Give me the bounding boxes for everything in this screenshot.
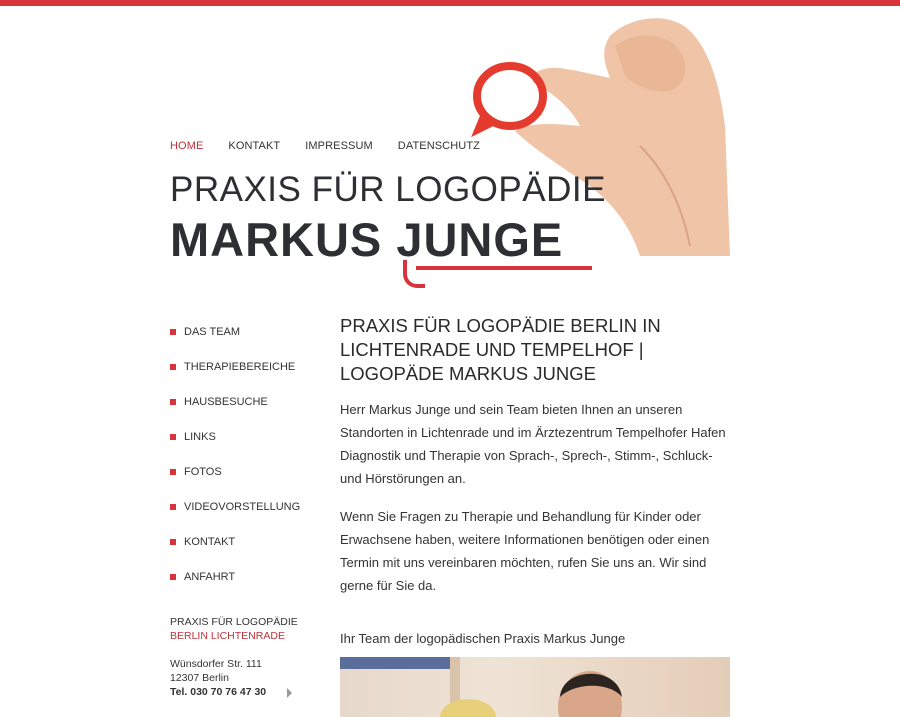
sidebar-item-label: FOTOS [184,466,222,478]
address-block [170,615,330,699]
square-bullet-icon [170,329,176,335]
sidebar-item-links[interactable] [170,423,330,458]
logo-line-1: PRAXIS FÜR LOGOPÄDIE [170,170,606,209]
sidebar-item-label: THERAPIEBEREICHE [184,361,296,373]
sidebar-item-label: ANFAHRT [184,571,236,583]
address-location: BERLIN LICHTENRADE [170,630,285,642]
square-bullet-icon [170,469,176,475]
square-bullet-icon [170,504,176,510]
square-bullet-icon [170,574,176,580]
address-title: PRAXIS FÜR LOGOPÄDIE [170,616,298,628]
side-navigation [170,318,330,598]
contact-paragraph: Wenn Sie Fragen zu Therapie und Behandlung für Kinder oder Erwachsene haben, weitere Informationen benötigen oder einen Termin mit uns vereinbaren möchten, rufen Sie uns an. Wir sind gerne für Sie da. [340,509,710,593]
square-bullet-icon [170,399,176,405]
page-title: PRAXIS FÜR LOGOPÄDIE BERLIN IN LICHTENRADE UND TEMPELHOF | LOGOPÄDE MARKUS JUNGE [340,315,661,384]
sidebar-item-label: HAUSBESUCHE [184,396,268,408]
top-nav-kontakt[interactable]: KONTAKT [228,140,281,152]
sidebar-item-label: KONTAKT [184,536,236,548]
top-nav-impressum[interactable]: IMPRESSUM [305,140,373,152]
square-bullet-icon [170,539,176,545]
sidebar-item-kontakt[interactable] [170,528,330,563]
logo-j-hook [403,260,425,288]
main-content [340,314,732,665]
top-nav-datenschutz[interactable]: DATENSCHUTZ [397,140,480,152]
logo-line-2: MARKUS JUNGE [170,213,564,266]
sidebar-item-label: DAS TEAM [184,326,241,338]
address-street: Wünsdorfer Str. 111 [170,658,262,670]
team-photo [340,657,730,717]
sidebar-item-anfahrt[interactable] [170,563,330,598]
site-logo[interactable] [170,170,606,295]
arrow-right-icon[interactable] [287,688,292,698]
square-bullet-icon [170,364,176,370]
sidebar-item-das-team[interactable] [170,318,330,353]
address-phone: Tel. 030 70 76 47 30 [170,686,267,698]
sidebar-item-label: LINKS [184,431,216,443]
sidebar-item-label: VIDEOVORSTELLUNG [184,501,301,513]
square-bullet-icon [170,434,176,440]
top-nav-home[interactable]: HOME [170,140,204,152]
top-navigation [170,140,505,152]
logo-underline [416,266,592,270]
intro-paragraph: Herr Markus Junge und sein Team bieten Ihnen an unseren Standorten in Lichtenrade und im Ärztezentrum Tempelhofer Hafen Diagnostik und Therapie von Sprach-, Sprech-, Stimm-, Schluck- und Hörstörungen an. [340,402,726,486]
sidebar-item-therapiebereiche[interactable] [170,353,330,388]
signature: Ihr Team der logopädischen Praxis Markus Junge [340,631,626,646]
sidebar-item-fotos[interactable] [170,458,330,493]
sidebar-item-hausbesuche[interactable] [170,388,330,423]
sidebar-item-videovorstellung[interactable] [170,493,330,528]
address-city: 12307 Berlin [170,672,229,684]
